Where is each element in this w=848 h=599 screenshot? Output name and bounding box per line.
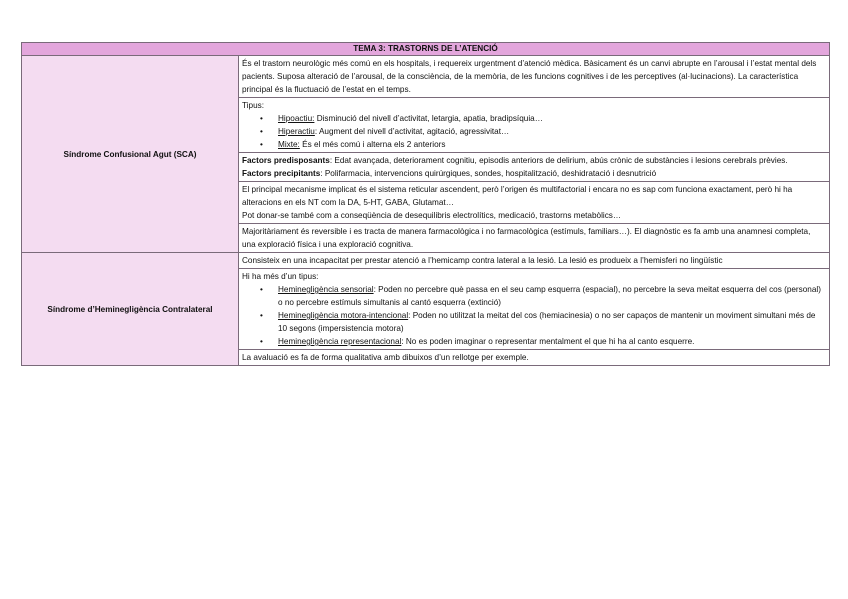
precipitating-label: Factors precipitants: [242, 169, 321, 178]
precipitating-text: : Polifarmacia, intervencions quirúrgiques, sondes, hospitalització, deshidratació i desnutrició: [320, 169, 657, 178]
type-name: Heminegligència representacional: [278, 337, 402, 346]
hemi-types-cell: [239, 269, 830, 350]
hemi-types-list: [242, 283, 826, 348]
precipitating-factors: [242, 167, 826, 180]
predisposing-label: Factors predisposants: [242, 156, 330, 165]
type-desc: Disminució del nivell d’activitat, letargia, apatia, bradipsíquia…: [314, 114, 543, 123]
hemi-name: Síndrome d’Heminegligència Contralateral: [22, 253, 239, 366]
hemi-evaluation: La avaluació es fa de forma qualitativa amb dibuixos d’un rellotge per exemple.: [239, 350, 830, 366]
list-item: [242, 138, 826, 151]
table-title: TEMA 3: TRASTORNS DE L’ATENCIÓ: [22, 43, 830, 56]
type-desc: És el més comú i alterna els 2 anteriors: [299, 140, 446, 149]
predisposing-factors: [242, 154, 826, 167]
table-row: [22, 253, 830, 269]
list-item: [242, 309, 826, 335]
sca-definition: És el trastorn neurològic més comú en els hospitals, i requereix urgentment d’atenció mèdica. Bàsicament és un canvi abrupte en l’arousal i l’estat mental dels pacients. Suposa alteració de l’arousal, de la consciència, de la memòria, de les funcions cognitives i de les perceptives (al·lucinacions). La característica principal és la fluctuació de l’estat en el temps.: [239, 56, 830, 98]
bullet-icon: •: [260, 140, 263, 149]
document-page: [21, 42, 829, 366]
sca-name: Síndrome Confusional Agut (SCA): [22, 56, 239, 253]
list-item: [242, 112, 826, 125]
bullet-icon: •: [260, 114, 263, 123]
type-name: Heminegligència sensorial: [278, 285, 374, 294]
sca-types-list: [242, 112, 826, 151]
sca-consequence: Pot donar-se també com a conseqüència de desequilibris electrolítics, medicació, trastorns metabòlics…: [242, 211, 622, 220]
list-item: [242, 125, 826, 138]
type-name: Hiperactiu: [278, 127, 315, 136]
type-name: Hipoactiu:: [278, 114, 315, 123]
type-name: Heminegligència motora-intencional: [278, 311, 409, 320]
bullet-icon: •: [260, 311, 263, 320]
sca-mechanism-cell: [239, 182, 830, 224]
sca-reversibility: Majoritàriament és reversible i es tracta de manera farmacològica i no farmacològica (estímuls, familiars…). El diagnòstic es fa amb una anamnesi completa, una exploració física i una exploració cognitiva.: [239, 224, 830, 253]
bullet-icon: •: [260, 127, 263, 136]
list-item: [242, 335, 826, 348]
type-desc: : Augment del nivell d’activitat, agitació, agressivitat…: [314, 127, 510, 136]
sca-factors-cell: [239, 153, 830, 182]
type-desc: : Poden no percebre què passa en el seu camp esquerra (espacial), no percebre la seva meitat esquerra del cos (personal) o no percebre estímuls simultanis al cantó esquerra (extinció): [278, 285, 821, 307]
sca-types-label: Tipus:: [242, 101, 264, 110]
predisposing-text: : Edat avançada, deteriorament cognitiu, episodis anteriors de delirium, abús crònic de substàncies i lesions cerebrals prèvies.: [329, 156, 788, 165]
bullet-icon: •: [260, 285, 263, 294]
list-item: [242, 283, 826, 309]
table-row: [22, 56, 830, 98]
attention-disorders-table: [21, 42, 830, 366]
bullet-icon: •: [260, 337, 263, 346]
type-desc: : Poden no utilitzat la meitat del cos (hemiacinesia) o no ser capaços de mantenir un moviment simultani més de 10 segons (impersistencia motora): [278, 311, 816, 333]
hemi-definition: Consisteix en una incapacitat per prestar atenció a l’hemicamp contra lateral a la lesió. La lesió es produeix a l’hemisferi no lingüístic: [239, 253, 830, 269]
type-name: Mixte:: [278, 140, 300, 149]
hemi-types-label: Hi ha més d’un tipus:: [242, 272, 319, 281]
sca-types-cell: [239, 98, 830, 153]
table-title-row: [22, 43, 830, 56]
type-desc: : No es poden imaginar o representar mentalment el que hi ha al canto esquerre.: [401, 337, 695, 346]
sca-mechanism: El principal mecanisme implicat és el sistema reticular ascendent, però l’origen és multifactorial i encara no es sap com funciona exactament, però hi ha alteracions en els NT com la DA, 5-HT, GABA, Glutamat…: [242, 185, 793, 207]
